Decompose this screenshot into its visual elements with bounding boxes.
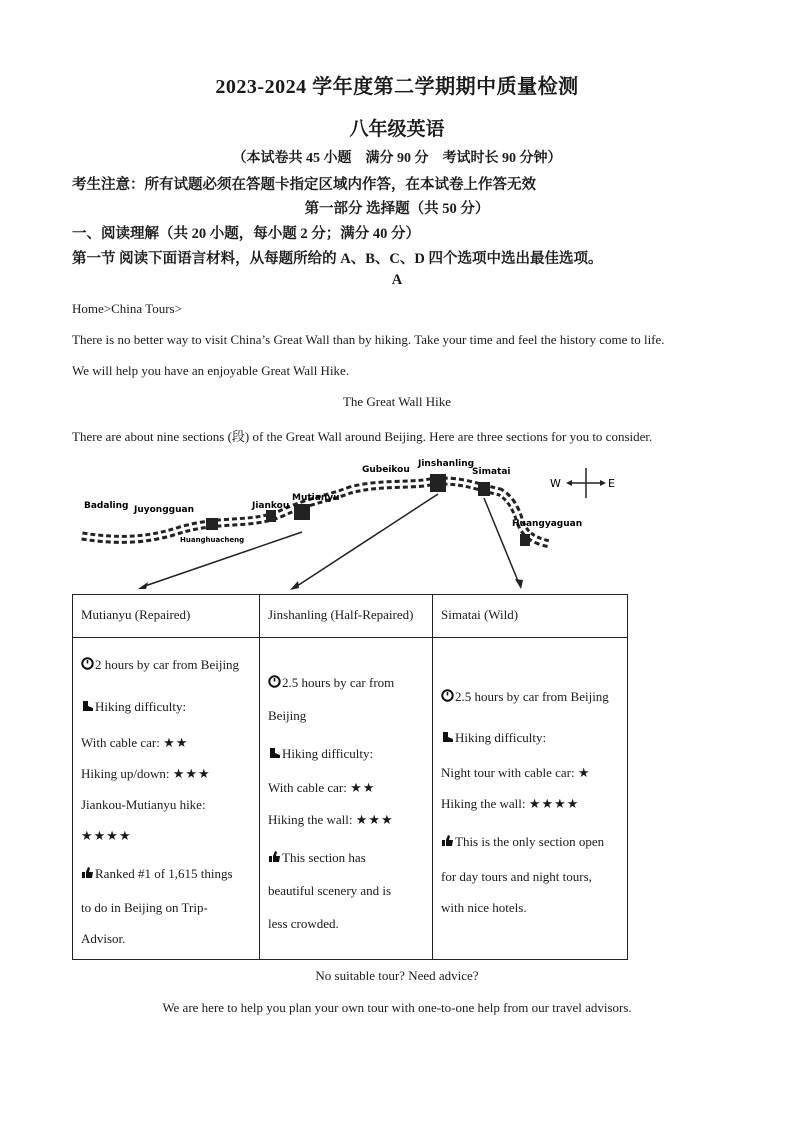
sections-intro: There are about nine sections (段) of the Great Wall around Beijing. Here are three sections for you to consider. [72,429,653,444]
tower-mutianyu [294,504,310,520]
rating-line: With cable car: ★★ [268,780,376,795]
clock-icon [441,689,454,702]
map-label-simatai: Simatai [472,467,511,477]
rating-line: Jiankou-Mutianyu hike: [81,797,206,812]
tower-huangyaguan [520,534,530,546]
advice-question: No suitable tour? Need advice? [315,968,479,983]
time-line-continued: Beijing [268,708,307,723]
tour-table [72,594,628,960]
tour-column-mutianyu [73,595,260,959]
map-label-badaling: Badaling [84,501,129,511]
tower-huanghuacheng [206,518,218,530]
rating-line: Hiking the wall: ★★★★ [441,796,580,811]
intro-paragraph-2: We will help you have an enjoyable Great Wall Hike. [72,363,350,378]
advice-help-text: We are here to help you plan your own tour with one-to-one help from our travel advisors. [162,1000,632,1015]
tour-column-simatai [433,595,627,959]
clock-icon [81,657,94,670]
note-line: This section has [268,850,366,866]
exam-info: （本试卷共 45 小题 满分 90 分 考试时长 90 分钟） [232,151,562,166]
rating-line: Hiking the wall: ★★★ [268,812,394,827]
clock-icon [268,675,281,688]
difficulty-label: Hiking difficulty: [441,730,546,746]
intro-paragraph-1: There is no better way to visit China’s Great Wall than by hiking. Take your time and feel the history come to life. [72,332,665,347]
map-label-gubeikou: Gubeikou [362,465,410,475]
compass-east-label: E [608,477,615,490]
tour-column-jinshanling [260,595,433,959]
difficulty-label: Hiking difficulty: [81,699,186,715]
note-line: less crowded. [268,916,339,931]
map-label-huangyaguan: Huangyaguan [512,519,583,529]
map-label-juyongguan: Juyongguan [134,505,194,515]
note-line: with nice hotels. [441,900,527,915]
rating-stars: ★★★★ [81,828,132,843]
difficulty-label: Hiking difficulty: [268,746,373,762]
note-line: This is the only section open [441,834,604,850]
note-line: Ranked #1 of 1,615 things [81,866,233,882]
note-line: to do in Beijing on Trip- [81,900,208,915]
thumbs-up-icon [441,834,454,847]
breadcrumb: Home>China Tours> [72,301,182,316]
instruction-line: 第一节 阅读下面语言材料，从每题所给的 A、B、C、D 四个选项中选出最佳选项。 [72,251,603,267]
hiking-boot-icon [268,746,281,759]
map-label-jinshanling: Jinshanling [418,459,475,469]
time-line: 2 hours by car from Beijing [81,657,239,673]
rating-line: Hiking up/down: ★★★ [81,766,211,781]
compass-west-label: W [550,477,561,490]
note-line: Advisor. [81,931,126,946]
compass-icon [548,466,620,500]
note-line: for day tours and night tours, [441,869,592,884]
column-header: Mutianyu (Repaired) [81,607,191,622]
time-line: 2.5 hours by car from Beijing [441,689,609,705]
map-label-huanghuacheng: Huanghuacheng [180,536,245,544]
note-line: beautiful scenery and is [268,883,392,898]
passage-heading: The Great Wall Hike [342,394,452,409]
map-label-jiankou: Jiankou [252,501,290,511]
thumbs-up-icon [268,850,281,863]
hiking-boot-icon [441,730,454,743]
column-header: Jinshanling (Half-Repaired) [268,607,414,622]
exam-subtitle: 八年级英语 [349,119,445,140]
passage-label: A [391,272,403,288]
thumbs-up-icon [81,866,94,879]
rating-line: With cable car: ★★ [81,735,189,750]
section-one-heading: 一、阅读理解（共 20 小题，每小题 2 分；满分 40 分） [72,226,420,242]
exam-title: 2023-2024 学年度第二学期期中质量检测 [215,76,579,98]
rating-line: Night tour with cable car: ★ [441,765,591,780]
tower-simatai [478,482,490,496]
tower-jiankou [266,510,276,522]
time-line: 2.5 hours by car from [268,675,394,691]
column-header: Simatai (Wild) [441,607,519,622]
hiking-boot-icon [81,699,94,712]
tower-jinshanling [430,474,446,492]
exam-notice: 考生注意：所有试题必须在答题卡指定区域内作答，在本试卷上作答无效 [72,177,536,193]
map-label-mutianyu: Mutianyu [292,493,340,503]
part-one-heading: 第一部分 选择题（共 50 分） [304,201,490,217]
